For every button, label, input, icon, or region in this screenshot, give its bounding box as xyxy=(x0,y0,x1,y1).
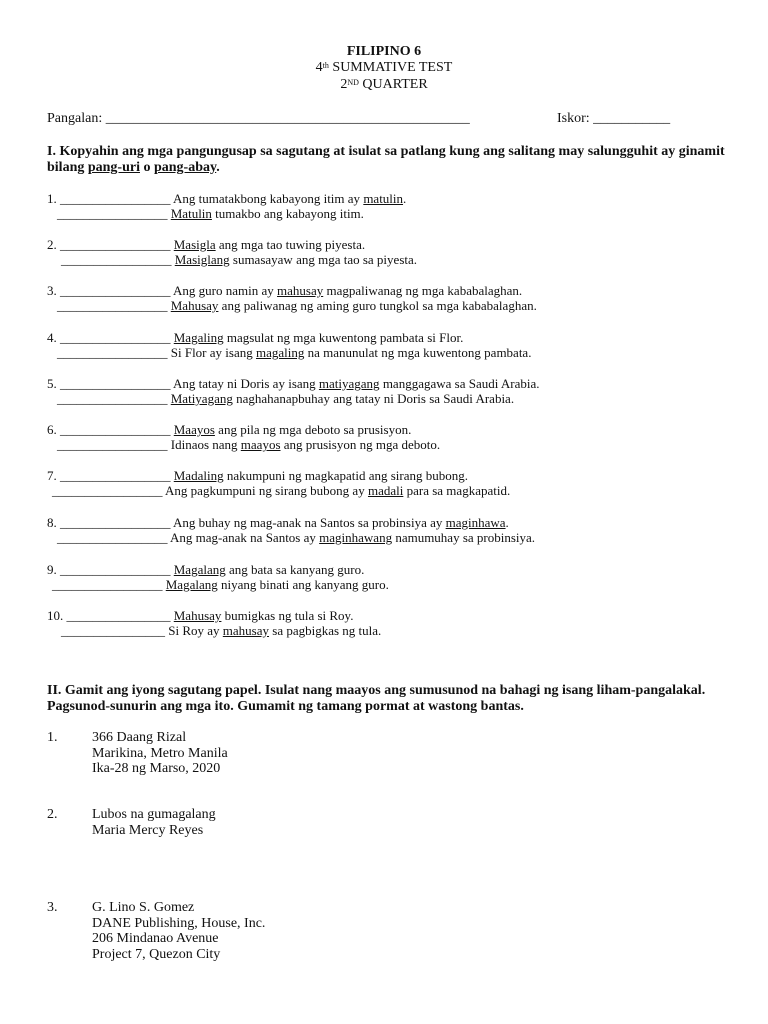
score-field[interactable] xyxy=(557,111,670,127)
answer-blank[interactable]: _________________ xyxy=(60,237,171,252)
underlined-word: Maayos xyxy=(173,422,215,437)
item-number: 8. xyxy=(47,515,57,530)
sentence-text: . xyxy=(403,191,407,206)
sentence-text: . xyxy=(505,515,509,530)
item-2-second-line xyxy=(61,252,417,267)
item-2-first-line xyxy=(47,237,365,252)
name-label: Pangalan: xyxy=(47,111,103,126)
underlined-word: Masiglang xyxy=(174,252,230,267)
answer-blank[interactable]: _________________ xyxy=(60,515,171,530)
letter-line: 366 Daang Rizal xyxy=(92,730,187,745)
item-3-first-line xyxy=(47,283,522,298)
sentence-text: namumuhay sa probinsiya. xyxy=(392,530,536,545)
item-5-first-line xyxy=(47,376,540,391)
part1-instruction-mid: o xyxy=(139,160,154,175)
name-line[interactable]: ____________________________________________________ xyxy=(105,111,470,126)
item-3-second-line xyxy=(57,298,537,313)
term-pang-abay: pang-abay xyxy=(153,160,217,175)
answer-blank[interactable]: _________________ xyxy=(60,330,171,345)
letter-part-number: 1. xyxy=(47,730,58,745)
quarter-ordinal-suffix: ND xyxy=(347,78,359,87)
letter-line: 206 Mindanao Avenue xyxy=(92,931,219,946)
item-7-first-line xyxy=(47,468,468,483)
underlined-word: Mahusay xyxy=(173,608,222,623)
sentence-text: sumasayaw ang mga tao sa piyesta. xyxy=(229,252,418,267)
sentence-text: nakumpuni ng magkapatid ang sirang bubong. xyxy=(223,468,469,483)
letter-line: DANE Publishing, House, Inc. xyxy=(92,915,266,931)
sentence-text: Ang buhay ng mag-anak na Santos sa probinsiya ay xyxy=(170,515,446,530)
underlined-word: Madaling xyxy=(173,468,224,483)
sentence-text: na manunulat ng mga kuwentong pambata. xyxy=(304,345,532,360)
letter-line: Maria Mercy Reyes xyxy=(92,822,204,838)
sentence-text: Ang guro namin ay xyxy=(170,283,278,298)
sentence-text: Ang mag-anak na Santos ay xyxy=(167,530,320,545)
sentence-text: Ang tumatakbong kabayong itim ay xyxy=(170,191,364,206)
sentence-text: Ang pagkumpuni ng sirang bubong ay xyxy=(162,483,368,498)
underlined-word: Matiyagang xyxy=(170,391,233,406)
quarter-title-text: QUARTER xyxy=(362,77,428,92)
answer-blank[interactable]: _________________ xyxy=(52,483,163,498)
letter-part-1 xyxy=(47,730,447,781)
item-1-second-line xyxy=(57,206,364,221)
letter-line: Lubos na gumagalang xyxy=(92,807,216,822)
underlined-word: Matulin xyxy=(170,206,212,221)
letter-part-number: 2. xyxy=(47,807,58,822)
part1-instruction-end: . xyxy=(216,160,220,175)
item-number: 3. xyxy=(47,283,57,298)
sentence-text: bumigkas ng tula si Roy. xyxy=(221,608,354,623)
underlined-word: magaling xyxy=(255,345,305,360)
item-8-second-line xyxy=(57,530,535,545)
answer-blank[interactable]: _________________ xyxy=(57,437,168,452)
item-number: 5. xyxy=(47,376,57,391)
underlined-word: Masigla xyxy=(173,237,216,252)
test-title xyxy=(0,60,768,76)
sentence-text: para sa magkapatid. xyxy=(403,483,511,498)
answer-blank[interactable]: _________________ xyxy=(60,191,171,206)
underlined-word: madali xyxy=(367,483,404,498)
underlined-word: maayos xyxy=(240,437,281,452)
item-6-second-line xyxy=(57,437,440,452)
sentence-text: Idinaos nang xyxy=(167,437,241,452)
letter-line: Ika-28 ng Marso, 2020 xyxy=(92,761,221,776)
answer-blank[interactable]: ________________ xyxy=(61,623,165,638)
item-number: 1. xyxy=(47,191,57,206)
item-6-first-line xyxy=(47,422,411,437)
sentence-text: magsulat ng mga kuwentong pambata si Flor. xyxy=(223,330,464,345)
letter-part-lines xyxy=(92,730,228,777)
sentence-text: manggagawa sa Saudi Arabia. xyxy=(379,376,540,391)
underlined-word: Mahusay xyxy=(170,298,219,313)
quarter-title xyxy=(0,77,768,93)
answer-blank[interactable]: _________________ xyxy=(60,562,171,577)
score-label: Iskor: xyxy=(557,111,590,126)
term-pang-uri: pang-uri xyxy=(87,160,140,175)
sentence-text: Ang tatay ni Doris ay isang xyxy=(170,376,319,391)
item-number: 6. xyxy=(47,422,57,437)
sentence-text: tumakbo ang kabayong itim. xyxy=(211,206,364,221)
sentence-text: magpaliwanag ng mga kababalaghan. xyxy=(323,283,523,298)
sentence-text: ang bata sa kanyang guro. xyxy=(225,562,365,577)
letter-part-number: 3. xyxy=(47,900,58,915)
underlined-word: Magaling xyxy=(173,330,224,345)
test-title-text: SUMMATIVE TEST xyxy=(332,60,453,75)
underlined-word: matiyagang xyxy=(318,376,380,391)
item-9-first-line xyxy=(47,562,364,577)
underlined-word: mahusay xyxy=(222,623,270,638)
letter-line: G. Lino S. Gomez xyxy=(92,900,195,915)
answer-blank[interactable]: _________________ xyxy=(57,345,168,360)
letter-line: Marikina, Metro Manila xyxy=(92,745,228,761)
sentence-text: ang pila ng mga deboto sa prusisyon. xyxy=(214,422,412,437)
underlined-word: mahusay xyxy=(277,283,324,298)
part1-instruction-text: I. Kopyahin ang mga pangungusap sa sagutang at isulat sa patlang kung ang salitang may salungguhit ay ginamit bilang xyxy=(47,144,725,175)
sentence-text: Si Flor ay isang xyxy=(167,345,256,360)
letter-line: Project 7, Quezon City xyxy=(92,946,221,962)
item-number: 9. xyxy=(47,562,57,577)
item-7-second-line xyxy=(52,483,510,498)
item-9-second-line xyxy=(52,577,389,592)
part1-instruction xyxy=(47,144,727,176)
answer-blank[interactable]: _________________ xyxy=(57,298,168,313)
letter-part-lines xyxy=(92,900,265,962)
sentence-text: niyang binati ang kanyang guro. xyxy=(217,577,389,592)
answer-blank[interactable]: _________________ xyxy=(60,422,171,437)
item-10-first-line xyxy=(47,608,353,623)
letter-part-2 xyxy=(47,807,447,842)
name-field[interactable] xyxy=(47,111,470,127)
sentence-text: ang mga tao tuwing piyesta. xyxy=(215,237,366,252)
item-number: 7. xyxy=(47,468,57,483)
quarter-ordinal: 2 xyxy=(340,77,348,92)
answer-blank[interactable]: _________________ xyxy=(52,577,163,592)
letter-part-lines xyxy=(92,807,216,838)
underlined-word: maginhawang xyxy=(319,530,393,545)
answer-blank[interactable]: _________________ xyxy=(61,252,172,267)
answer-blank[interactable]: _________________ xyxy=(60,283,171,298)
test-ordinal: 4 xyxy=(315,60,323,75)
underlined-word: matulin xyxy=(363,191,404,206)
answer-blank[interactable]: ________________ xyxy=(66,608,171,623)
sentence-text: ang prusisyon ng mga deboto. xyxy=(280,437,441,452)
answer-blank[interactable]: _________________ xyxy=(60,376,171,391)
item-10-second-line xyxy=(61,623,381,638)
item-number: 10. xyxy=(47,608,64,623)
test-ordinal-suffix: th xyxy=(322,61,329,70)
sentence-text: Si Roy ay xyxy=(165,623,223,638)
underlined-word: Magalang xyxy=(165,577,218,592)
letter-part-3 xyxy=(47,900,447,966)
item-4-first-line xyxy=(47,330,463,345)
score-line[interactable]: ___________ xyxy=(593,111,671,126)
underlined-word: Magalang xyxy=(173,562,226,577)
part2-instruction: II. Gamit ang iyong sagutang papel. Isulat nang maayos ang sumusunod na bahagi ng isang liham-pangalakal. Pagsunod-sunurin ang mga ito. Gumamit ng tamang pormat at wastong bantas. xyxy=(47,683,706,714)
answer-blank[interactable]: _________________ xyxy=(57,391,168,406)
item-4-second-line xyxy=(57,345,531,360)
underlined-word: maginhawa xyxy=(445,515,506,530)
item-number: 2. xyxy=(47,237,57,252)
answer-blank[interactable]: _________________ xyxy=(57,530,168,545)
answer-blank[interactable]: _________________ xyxy=(60,468,171,483)
item-1-first-line xyxy=(47,191,406,206)
answer-blank[interactable]: _________________ xyxy=(57,206,168,221)
item-number: 4. xyxy=(47,330,57,345)
sentence-text: naghahanapbuhay ang tatay ni Doris sa Saudi Arabia. xyxy=(232,391,515,406)
sentence-text: sa pagbigkas ng tula. xyxy=(269,623,382,638)
sentence-text: ang paliwanag ng aming guro tungkol sa mga kababalaghan. xyxy=(218,298,537,313)
item-5-second-line xyxy=(57,391,514,406)
item-8-first-line xyxy=(47,515,509,530)
subject-title: FILIPINO 6 xyxy=(346,44,422,59)
